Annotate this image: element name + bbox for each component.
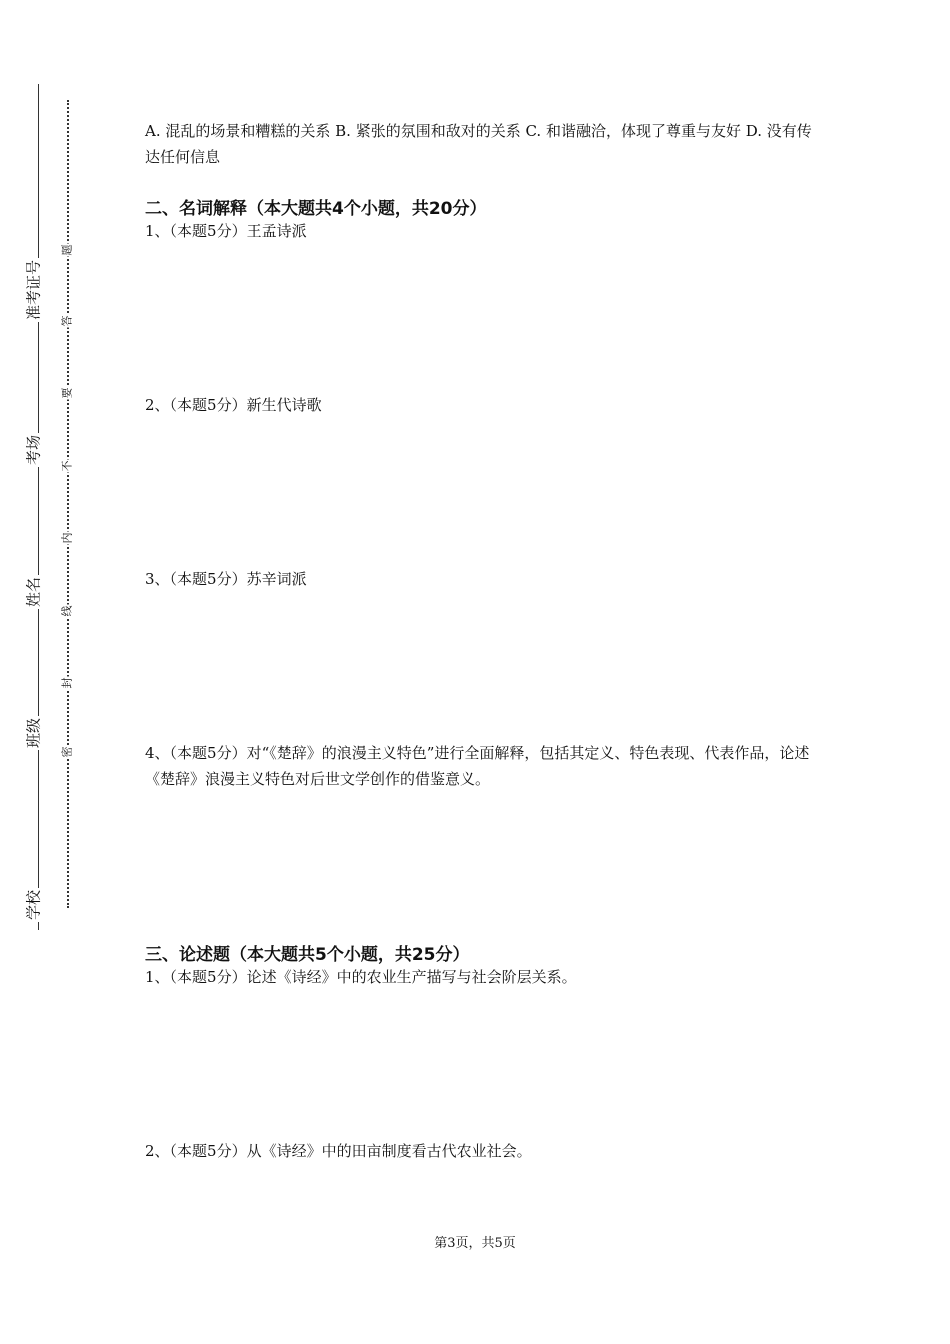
section-2-question-1: 1、（本题5分）王孟诗派	[145, 222, 307, 240]
section-2-question-4: 4、（本题5分）对“《楚辞》的浪漫主义特色”进行全面解释，包括其定义、特色表现、代表作品，论述《楚辞》浪漫主义特色对后世文学创作的借鉴意义。	[145, 744, 810, 788]
seal-char: 题	[60, 244, 74, 256]
section-2-question-2: 2、（本题5分）新生代诗歌	[145, 396, 322, 414]
field-exam-room-label: 考场	[24, 434, 43, 466]
field-school-label: 学校	[24, 889, 43, 921]
section-3-title: 三、论述题（本大题共5个小题，共25分）	[145, 945, 470, 965]
binding-dotted-line	[67, 100, 69, 908]
binding-solid-line	[38, 84, 39, 930]
seal-char: 内	[60, 532, 74, 544]
seal-char: 答	[60, 315, 74, 327]
field-class-label: 班级	[24, 717, 43, 749]
seal-char: 封	[60, 677, 74, 689]
section-3-question-2: 2、（本题5分）从《诗经》中的田亩制度看古代农业社会。	[145, 1142, 532, 1160]
question-options: A. 混乱的场景和糟糕的关系 B. 紧张的氛围和敌对的关系 C. 和谐融洽，体现了尊重与友好 D. 没有传达任何信息	[145, 122, 812, 166]
seal-char: 不	[60, 460, 74, 472]
section-2-question-3: 3、（本题5分）苏辛词派	[145, 570, 307, 588]
seal-char: 要	[60, 387, 74, 399]
seal-char: 密	[60, 746, 74, 758]
section-2-title: 二、名词解释（本大题共4个小题，共20分）	[145, 199, 487, 219]
field-name-label: 姓名	[24, 576, 43, 608]
field-admission-number-label: 准考证号	[24, 259, 43, 321]
section-3-question-1: 1、（本题5分）论述《诗经》中的农业生产描写与社会阶层关系。	[145, 968, 577, 986]
page-footer: 第3页，共5页	[434, 1236, 516, 1251]
seal-char: 线	[60, 605, 74, 617]
